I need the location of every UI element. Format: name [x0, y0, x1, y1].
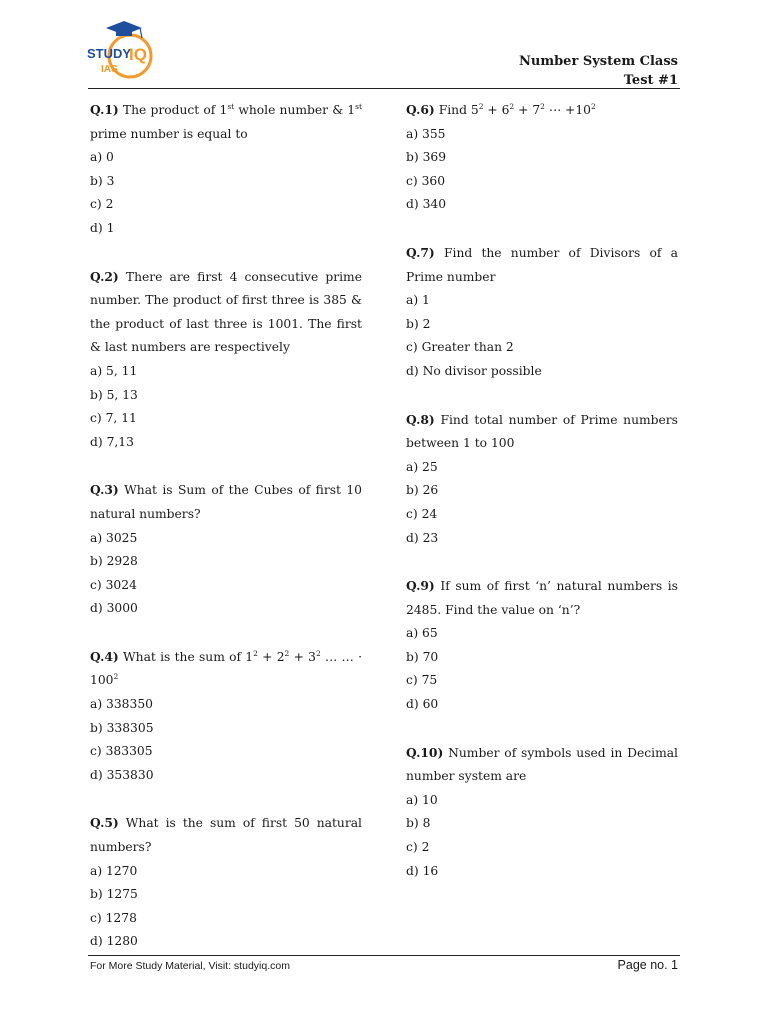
option-d: d) 60 — [406, 697, 439, 712]
option-a: a) 1 — [406, 293, 430, 308]
svg-text:STUDY: STUDY — [87, 46, 132, 61]
question-7 — [406, 241, 678, 384]
option-d: d) 16 — [406, 863, 439, 878]
question-text: Q.10) Number of symbols used in Decimal number system are — [406, 744, 678, 784]
option-a: a) 355 — [406, 126, 446, 141]
option-c: c) 3024 — [90, 577, 137, 592]
study-iq-logo — [84, 16, 166, 82]
question-text: Q.2) There are first 4 consecutive prime number. The product of first three is 385 & the product of last three is 1001. The first & last numbers are respectively — [90, 268, 362, 355]
option-b: b) 5, 13 — [90, 387, 138, 402]
question-1 — [90, 98, 362, 241]
option-c: c) 2 — [90, 197, 114, 212]
question-10 — [406, 741, 678, 884]
question-text: Q.8) Find total number of Prime numbers between 1 to 100 — [406, 411, 678, 451]
option-b: b) 338305 — [90, 720, 154, 735]
question-text: Q.3) What is Sum of the Cubes of first 10 natural numbers? — [90, 482, 362, 521]
question-text: Q.1) The product of 1st whole number & 1st prime number is equal to — [90, 101, 362, 141]
document-header — [519, 52, 678, 90]
option-d: d) 1280 — [90, 934, 138, 949]
question-text: Q.4) What is the sum of $1^2 + 2^2 + 3^2$ … … · $100^2$ — [90, 648, 362, 688]
question-text: Q.5) What is the sum of first 50 natural numbers? — [90, 815, 362, 855]
option-c: c) 1278 — [90, 910, 137, 925]
option-b: b) 70 — [406, 649, 439, 664]
question-9 — [406, 574, 678, 717]
option-b: b) 2928 — [90, 554, 138, 569]
document-title: Number System Class — [519, 54, 678, 69]
left-column — [90, 98, 362, 978]
question-text: Q.7) Find the number of Divisors of a Prime number — [406, 244, 678, 284]
option-a: a) 5, 11 — [90, 363, 138, 378]
option-d: d) 340 — [406, 197, 447, 212]
footer-divider — [88, 955, 680, 956]
question-text: Q.9) If sum of first ‘n’ natural numbers is 2485. Find the value on ‘n’? — [406, 578, 678, 617]
right-column — [406, 98, 678, 907]
option-a: a) 3025 — [90, 530, 138, 545]
option-a: a) 65 — [406, 626, 438, 641]
option-b: b) 369 — [406, 150, 447, 165]
option-b: b) 3 — [90, 173, 115, 188]
option-d: d) 3000 — [90, 601, 138, 616]
question-6 — [406, 98, 678, 217]
svg-text:IQ: IQ — [129, 45, 147, 64]
option-c: c) 383305 — [90, 744, 153, 759]
question-3 — [90, 478, 362, 621]
option-b: b) 2 — [406, 316, 431, 331]
option-b: b) 26 — [406, 483, 439, 498]
option-c: c) 75 — [406, 673, 438, 688]
footer-study-material-link: For More Study Material, Visit: studyiq.com — [90, 960, 290, 972]
option-a: a) 0 — [90, 150, 114, 165]
question-4 — [90, 645, 362, 788]
option-c: c) 360 — [406, 173, 446, 188]
question-5 — [90, 811, 362, 954]
option-a: a) 10 — [406, 792, 438, 807]
page-number: Page no. 1 — [617, 958, 678, 972]
header-divider — [88, 88, 680, 89]
option-c: c) 7, 11 — [90, 411, 137, 426]
option-d: d) 1 — [90, 220, 115, 235]
option-c: c) 24 — [406, 506, 438, 521]
option-b: b) 8 — [406, 816, 431, 831]
option-d: d) No divisor possible — [406, 363, 542, 378]
svg-text:IAS: IAS — [101, 64, 118, 75]
question-2 — [90, 265, 362, 455]
option-a: a) 1270 — [90, 863, 138, 878]
option-c: c) 2 — [406, 840, 430, 855]
document-subtitle: Test #1 — [623, 73, 678, 88]
option-a: a) 338350 — [90, 697, 153, 712]
question-8 — [406, 408, 678, 551]
option-c: c) Greater than 2 — [406, 340, 514, 355]
question-text: Q.6) Find $5^2 + 6^2 + 7^2$ ⋯ $+10^2$ — [406, 101, 596, 117]
option-b: b) 1275 — [90, 887, 138, 902]
option-d: d) 23 — [406, 530, 439, 545]
option-d: d) 353830 — [90, 767, 154, 782]
option-d: d) 7,13 — [90, 434, 134, 449]
option-a: a) 25 — [406, 459, 438, 474]
